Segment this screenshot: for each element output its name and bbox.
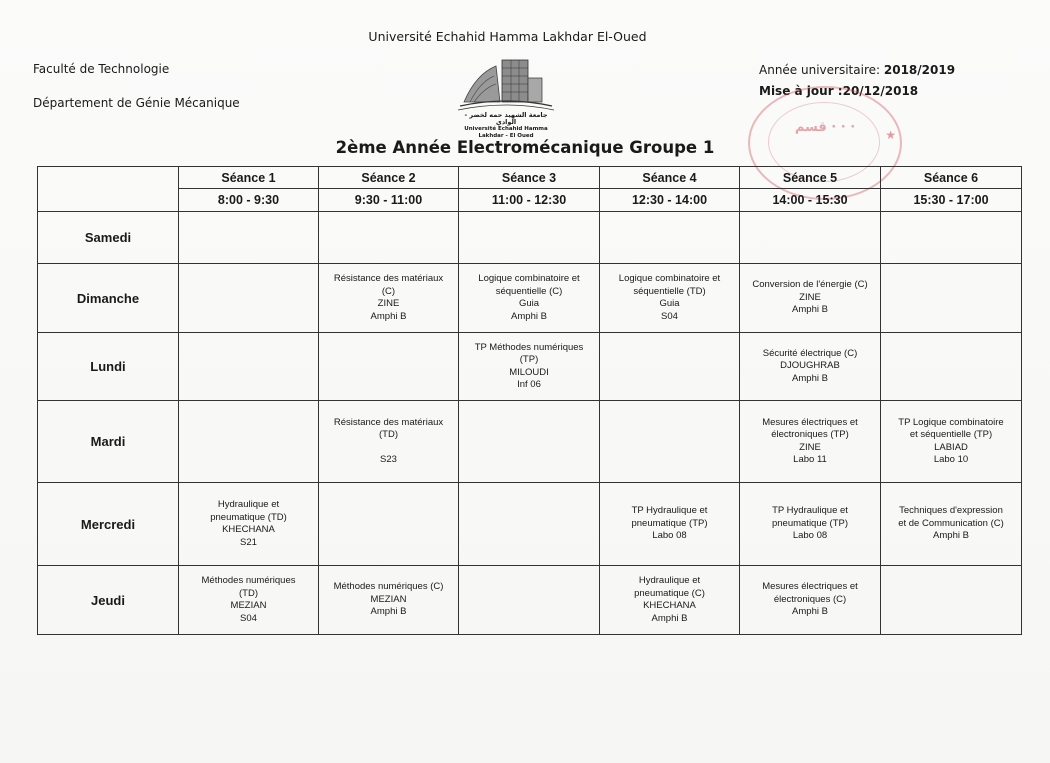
course-line: KHECHANA	[222, 524, 275, 535]
course-line: Hydraulique et	[638, 575, 701, 586]
course-line: pneumatique (TP)	[771, 517, 849, 529]
course-line: Mesures électriques et	[762, 581, 858, 593]
empty-cell	[600, 333, 740, 401]
empty-cell	[459, 566, 600, 635]
update-date-value: 20/12/2018	[842, 84, 919, 98]
course-line: Amphi B	[792, 606, 828, 618]
course-line: Amphi B	[933, 530, 969, 542]
course-line: MEZIAN	[230, 600, 267, 611]
course-line: Logique combinatoire et	[478, 273, 580, 284]
academic-year-value: 2018/2019	[883, 63, 956, 77]
course-line: Hydraulique et	[217, 499, 280, 510]
course-line: Amphi B	[792, 304, 828, 316]
time-slot: 12:30 - 14:00	[600, 189, 740, 212]
time-slot: 14:00 - 15:30	[740, 189, 881, 212]
empty-cell	[881, 566, 1022, 635]
course-line: Amphi B	[511, 310, 547, 322]
day-label: Mercredi	[38, 483, 179, 566]
empty-cell	[179, 401, 319, 483]
course-line: pneumatique (TD)	[210, 511, 287, 523]
course-line: (TP)	[519, 354, 539, 365]
logo-caption-french: Université Echahid Hamma Lakhdar - El Oued	[464, 126, 548, 139]
course-line: et de Communication (C)	[898, 517, 1004, 529]
course-line: S23	[380, 454, 397, 465]
time-slot: 11:00 - 12:30	[459, 189, 600, 212]
empty-cell	[600, 212, 740, 264]
seance-header: Séance 1	[179, 167, 319, 189]
timetable-body	[38, 212, 1022, 635]
course-line: Techniques d'expression	[899, 505, 1003, 517]
empty-cell	[319, 483, 459, 566]
university-logo	[456, 52, 556, 139]
course-line: Méthodes numériques	[201, 575, 296, 586]
day-row	[38, 333, 1022, 401]
course-line	[321, 442, 456, 455]
course-line: pneumatique (TP)	[631, 517, 708, 529]
course-line: Méthodes numériques (C)	[333, 581, 444, 593]
course-cell	[600, 483, 740, 566]
empty-cell	[459, 401, 600, 483]
department-name: Département de Génie Mécanique	[33, 96, 240, 110]
schedule-title: 2ème Année Electromécanique Groupe 1	[335, 138, 715, 157]
course-line: Résistance des matériaux	[333, 273, 444, 284]
course-line: TP Méthodes numériques	[474, 341, 584, 353]
day-label: Samedi	[38, 212, 179, 264]
faculty-name: Faculté de Technologie	[33, 62, 170, 76]
course-line: Guia	[518, 298, 540, 309]
academic-year-label: Année universitaire:	[759, 63, 881, 77]
course-line: Amphi B	[792, 372, 828, 384]
academic-year	[759, 63, 955, 77]
course-line: TP Hydraulique et	[772, 505, 848, 517]
course-line: séquentielle (C)	[495, 285, 563, 297]
empty-cell	[600, 401, 740, 483]
time-header-row	[38, 189, 1022, 212]
course-cell	[459, 333, 600, 401]
empty-cell	[881, 333, 1022, 401]
course-line: Amphi B	[651, 612, 688, 624]
course-line: Conversion de l'énergie (C)	[752, 279, 868, 291]
empty-cell	[319, 333, 459, 401]
empty-cell	[179, 264, 319, 333]
day-row	[38, 212, 1022, 264]
day-label: Lundi	[38, 333, 179, 401]
course-line: Labo 08	[652, 530, 687, 542]
course-line: électroniques (C)	[773, 593, 847, 605]
course-line: Logique combinatoire et	[618, 273, 721, 284]
logo-caption	[456, 112, 556, 140]
course-line: (C)	[381, 285, 396, 297]
day-row	[38, 401, 1022, 483]
course-line: Labo 08	[792, 530, 828, 542]
logo-caption-arabic: جامعة الشهيد حمه لخضر - الوادي	[464, 111, 548, 126]
day-label: Jeudi	[38, 566, 179, 635]
university-building-icon	[456, 52, 556, 112]
course-cell	[740, 566, 881, 635]
course-cell	[740, 401, 881, 483]
course-cell	[740, 264, 881, 333]
course-line: ZINE	[799, 441, 821, 453]
day-row	[38, 566, 1022, 635]
course-line: pneumatique (C)	[634, 587, 705, 599]
course-line: ZINE	[799, 291, 821, 303]
course-line: KHECHANA	[643, 600, 696, 611]
seance-header: Séance 2	[319, 167, 459, 189]
day-row	[38, 483, 1022, 566]
course-line: S04	[240, 612, 257, 624]
course-cell	[740, 483, 881, 566]
course-line: DJOUGHRAB	[780, 360, 840, 372]
empty-cell	[881, 212, 1022, 264]
empty-cell	[740, 212, 881, 264]
course-cell	[459, 264, 600, 333]
day-label: Mardi	[38, 401, 179, 483]
course-cell	[600, 264, 740, 333]
time-slot: 15:30 - 17:00	[881, 189, 1022, 212]
empty-cell	[319, 212, 459, 264]
course-line: MEZIAN	[370, 593, 407, 605]
empty-cell	[179, 333, 319, 401]
corner-cell	[38, 167, 179, 212]
course-line: TP Logique combinatoire	[898, 416, 1004, 428]
course-line: ZINE	[377, 298, 400, 309]
seance-header: Séance 4	[600, 167, 740, 189]
stamp-star-icon: ★	[885, 128, 896, 142]
course-cell	[881, 483, 1022, 566]
course-line: Résistance des matériaux	[333, 416, 444, 428]
seance-header-row	[38, 167, 1022, 189]
course-line: MILOUDI	[509, 366, 549, 378]
course-cell	[319, 566, 459, 635]
course-line: Amphi B	[370, 310, 407, 322]
empty-cell	[881, 264, 1022, 333]
course-line: S04	[661, 310, 678, 322]
course-line: Mesures électriques et	[762, 416, 858, 428]
course-line: (TD)	[379, 429, 398, 440]
course-cell	[881, 401, 1022, 483]
university-name: Université Echahid Hamma Lakhdar El-Oued	[368, 29, 647, 44]
update-date	[759, 84, 918, 98]
course-line: et séquentielle (TP)	[909, 429, 993, 440]
update-date-label: Mise à jour :	[759, 84, 843, 98]
seance-header: Séance 3	[459, 167, 600, 189]
course-line: Sécurité électrique (C)	[762, 347, 858, 359]
empty-cell	[179, 212, 319, 264]
course-line: (TD)	[239, 587, 258, 599]
course-line: Labo 10	[933, 454, 969, 465]
course-line: séquentielle (TD)	[633, 285, 706, 297]
course-line: LABIAD	[934, 441, 968, 453]
empty-cell	[459, 212, 600, 264]
time-slot: 8:00 - 9:30	[179, 189, 319, 212]
course-cell	[740, 333, 881, 401]
day-label: Dimanche	[38, 264, 179, 333]
seance-header: Séance 6	[881, 167, 1022, 189]
course-line: TP Hydraulique et	[631, 505, 708, 517]
stamp-seal-lettering: ﻗﺴﻢ · · ·	[794, 120, 856, 135]
day-row	[38, 264, 1022, 333]
course-cell	[179, 566, 319, 635]
course-line: S21	[240, 536, 257, 548]
course-line: Guia	[659, 298, 680, 309]
timetable	[37, 166, 1022, 635]
time-slot: 9:30 - 11:00	[319, 189, 459, 212]
empty-cell	[459, 483, 600, 566]
course-line: Amphi B	[370, 606, 407, 618]
course-line: Inf 06	[517, 379, 541, 390]
course-cell	[319, 401, 459, 483]
course-line: électroniques (TP)	[771, 429, 849, 440]
course-cell	[179, 483, 319, 566]
seance-header: Séance 5	[740, 167, 881, 189]
course-line: Labo 11	[793, 454, 827, 465]
course-cell	[600, 566, 740, 635]
course-cell	[319, 264, 459, 333]
